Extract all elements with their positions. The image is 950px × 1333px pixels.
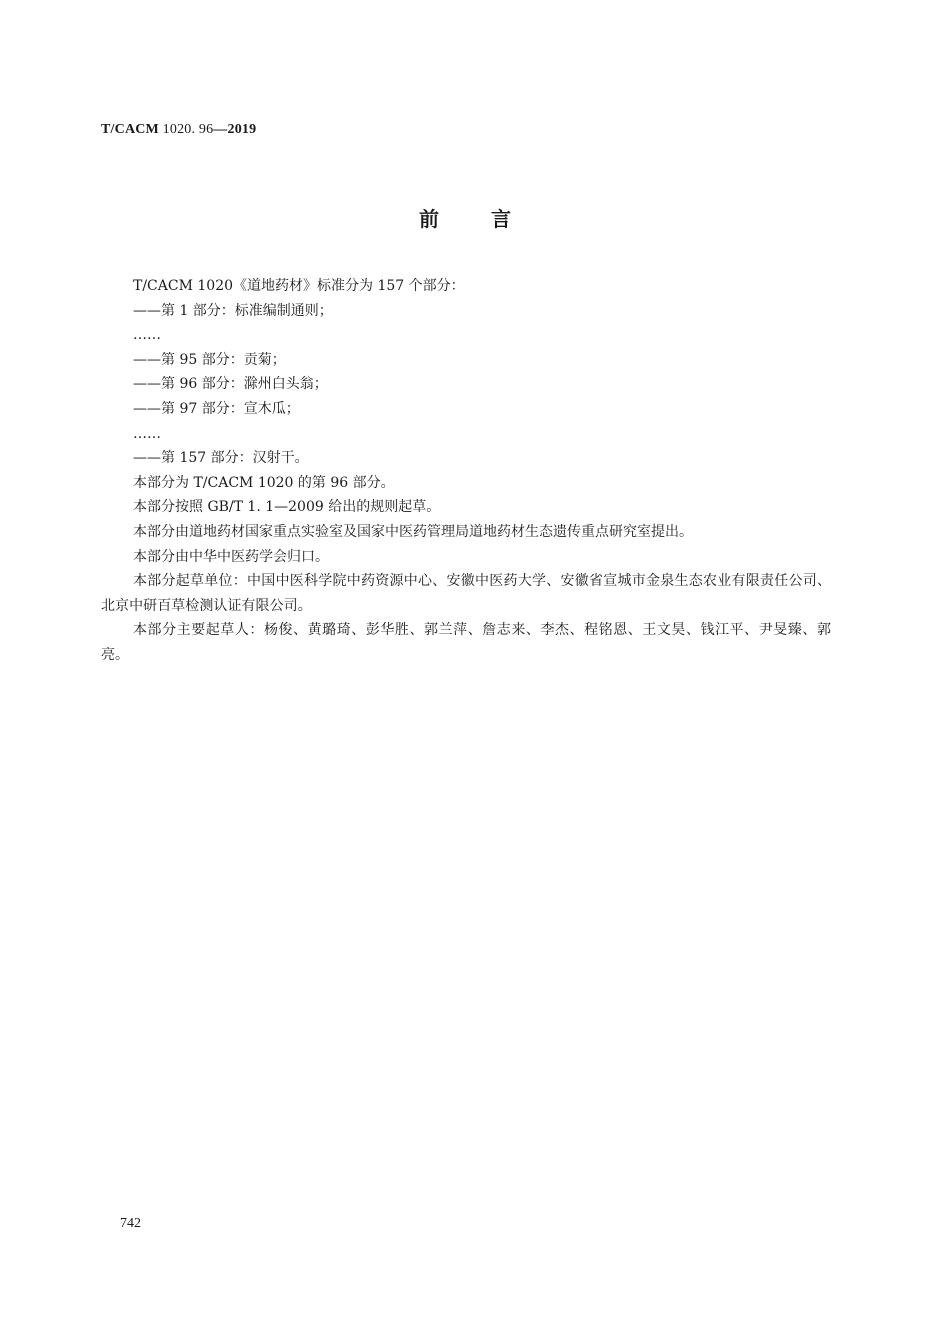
page-title-char-2: 言 xyxy=(491,207,511,231)
drafters-paragraph: 本部分主要起草人：杨俊、黄璐琦、彭华胜、郭兰萍、詹志来、李杰、程铭恩、王文昊、钱江平、尹旻臻、郭亮。 xyxy=(101,622,831,663)
standard-code-year: —2019 xyxy=(213,122,257,137)
page-number: 742 xyxy=(120,1216,141,1231)
foreword-line: …… xyxy=(133,327,161,344)
standard-code xyxy=(101,121,256,138)
foreword-line: ——第 95 部分：贡菊； xyxy=(133,351,286,368)
foreword-line: 本部分按照 GB/T 1. 1—2009 给出的规则起草。 xyxy=(133,499,441,516)
standard-code-number: 1020. 96 xyxy=(158,122,214,137)
foreword-line: ——第 97 部分：宣木瓜； xyxy=(133,400,300,417)
foreword-line: 本部分由道地药材国家重点实验室及国家中医药管理局道地药材生态遗传重点研究室提出。 xyxy=(133,523,693,540)
foreword-body xyxy=(101,274,831,668)
foreword-line: ——第 96 部分：滁州白头翁； xyxy=(133,376,328,393)
foreword-line: 本部分由中华中医药学会归口。 xyxy=(133,548,329,565)
page-title xyxy=(0,203,930,232)
foreword-line: 本部分为 T/CACM 1020 的第 96 部分。 xyxy=(133,474,395,491)
page-title-char-1: 前 xyxy=(419,207,439,231)
standard-code-prefix: T/CACM xyxy=(101,122,159,137)
foreword-line: …… xyxy=(133,425,161,442)
drafting-units-paragraph: 本部分起草单位：中国中医科学院中药资源中心、安徽中医药大学、安徽省宣城市金泉生态农业有限责任公司、北京中研百草检测认证有限公司。 xyxy=(101,573,831,614)
foreword-line: ——第 157 部分：汉射干。 xyxy=(133,450,309,467)
foreword-line: T/CACM 1020《道地药材》标准分为 157 个部分： xyxy=(133,278,465,294)
foreword-line: ——第 1 部分：标准编制通则； xyxy=(133,302,333,319)
